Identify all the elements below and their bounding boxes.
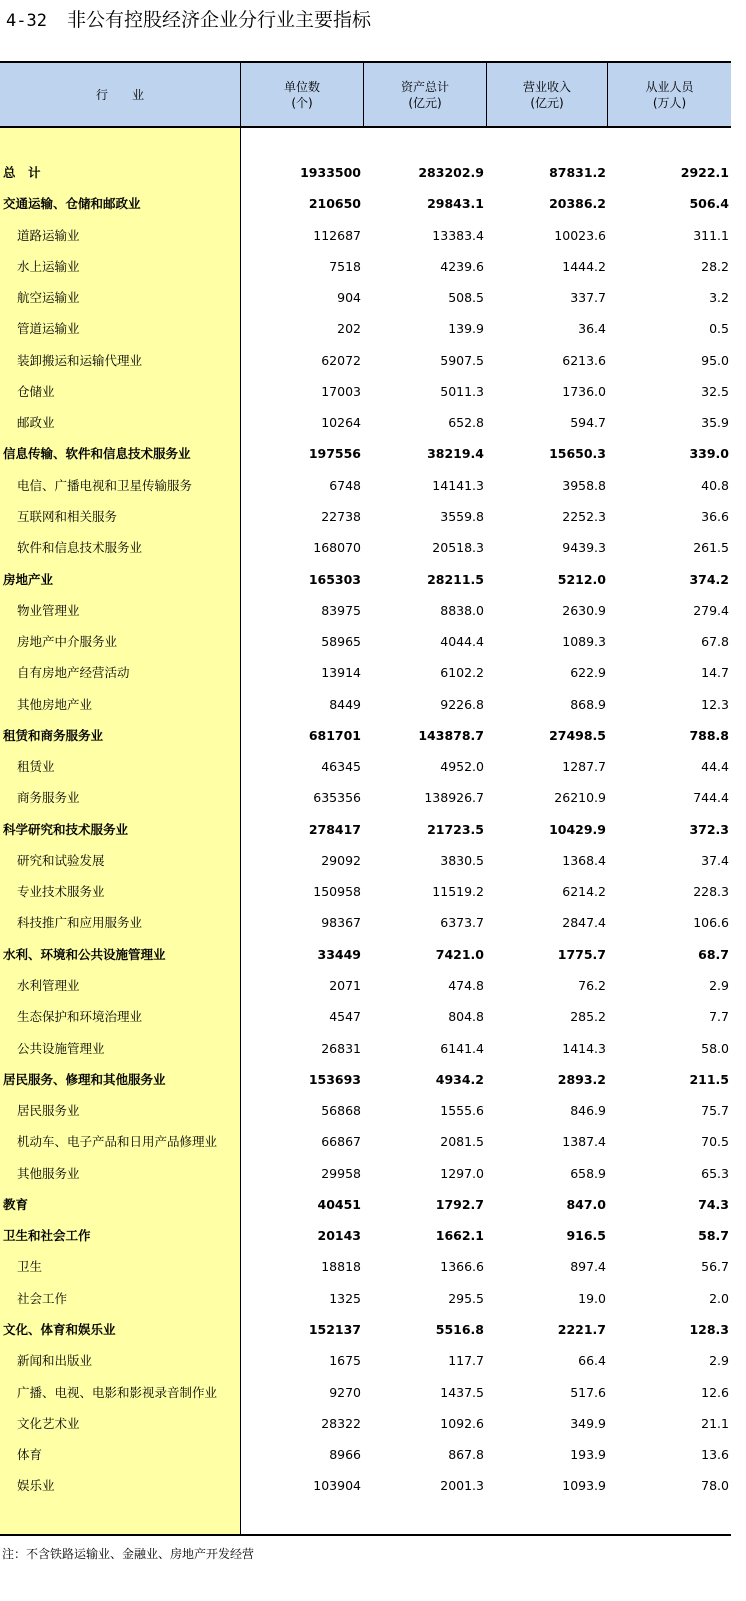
table-row	[0, 407, 731, 438]
cell-assets: 4952.0	[440, 759, 484, 775]
cell-revenue: 594.7	[570, 415, 606, 431]
cell-units: 98367	[321, 915, 361, 931]
table-row	[0, 532, 731, 563]
table-row	[0, 1439, 731, 1470]
cell-revenue: 87831.2	[549, 165, 606, 180]
cell-units: 33449	[317, 946, 361, 962]
table-row	[0, 1283, 731, 1314]
table-row	[0, 1033, 731, 1064]
industry-name: 房地产中介服务业	[17, 634, 118, 650]
cell-assets: 11519.2	[432, 884, 484, 900]
industry-name: 卫生	[17, 1259, 43, 1275]
cell-employees: 339.0	[689, 446, 729, 462]
cell-revenue: 285.2	[570, 1009, 606, 1025]
table-row	[0, 626, 731, 657]
header-revenue-unit: (亿元)	[530, 95, 564, 110]
cell-units: 8966	[329, 1447, 361, 1463]
cell-employees: 0.5	[709, 321, 729, 337]
cell-assets: 1366.6	[440, 1259, 484, 1275]
cell-employees: 78.0	[701, 1478, 729, 1494]
industry-name: 总 计	[3, 165, 41, 180]
cell-units: 278417	[308, 821, 361, 837]
cell-employees: 788.8	[689, 727, 729, 743]
header-industry-label: 行 业	[95, 87, 144, 102]
cell-revenue: 622.9	[570, 665, 606, 681]
cell-employees: 70.5	[701, 1134, 729, 1150]
cell-units: 28322	[321, 1415, 361, 1431]
cell-employees: 40.8	[701, 477, 729, 493]
industry-name: 教育	[3, 1196, 29, 1212]
cell-employees: 506.4	[689, 196, 729, 212]
cell-revenue: 15650.3	[549, 446, 606, 462]
table-row	[0, 470, 731, 501]
cell-assets: 2001.3	[440, 1478, 484, 1494]
column-divider	[486, 61, 487, 126]
cell-units: 46345	[321, 759, 361, 775]
cell-units: 165303	[308, 571, 361, 587]
cell-revenue: 337.7	[570, 290, 606, 306]
industry-name: 娱乐业	[17, 1478, 55, 1494]
cell-employees: 311.1	[693, 227, 729, 243]
cell-revenue: 10023.6	[554, 227, 606, 243]
table-row	[0, 1251, 731, 1282]
cell-units: 29958	[321, 1165, 361, 1181]
table-row	[0, 1220, 731, 1251]
cell-assets: 9226.8	[440, 696, 484, 712]
cell-employees: 68.7	[698, 946, 729, 962]
cell-revenue: 1368.4	[562, 852, 606, 868]
cell-assets: 20518.3	[432, 540, 484, 556]
cell-units: 10264	[321, 415, 361, 431]
cell-units: 681701	[308, 727, 361, 743]
industry-name: 邮政业	[17, 415, 55, 431]
cell-units: 2071	[329, 978, 361, 994]
cell-revenue: 1736.0	[562, 383, 606, 399]
cell-revenue: 897.4	[570, 1259, 606, 1275]
cell-assets: 1297.0	[440, 1165, 484, 1181]
cell-assets: 2081.5	[440, 1134, 484, 1150]
cell-assets: 7421.0	[435, 946, 484, 962]
table-row	[0, 251, 731, 282]
table-row	[0, 1314, 731, 1345]
cell-employees: 44.4	[701, 759, 729, 775]
cell-employees: 12.3	[701, 696, 729, 712]
cell-assets: 1437.5	[440, 1384, 484, 1400]
header-employees	[608, 63, 731, 126]
cell-employees: 228.3	[693, 884, 729, 900]
cell-assets: 14141.3	[432, 477, 484, 493]
cell-assets: 508.5	[448, 290, 484, 306]
cell-employees: 2.9	[709, 978, 729, 994]
cell-units: 197556	[308, 446, 361, 462]
table-row	[0, 1345, 731, 1376]
cell-employees: 2922.1	[680, 165, 729, 180]
cell-assets: 3559.8	[440, 508, 484, 524]
cell-assets: 139.9	[448, 321, 484, 337]
table-row	[0, 720, 731, 751]
cell-revenue: 76.2	[578, 978, 606, 994]
cell-units: 29092	[321, 852, 361, 868]
header-revenue	[487, 63, 607, 126]
cell-revenue: 2221.7	[557, 1321, 606, 1337]
cell-employees: 744.4	[693, 790, 729, 806]
cell-revenue: 19.0	[578, 1290, 606, 1306]
cell-employees: 372.3	[689, 821, 729, 837]
table-row	[0, 1189, 731, 1220]
industry-name: 居民服务、修理和其他服务业	[3, 1071, 166, 1087]
table-row	[0, 282, 731, 313]
cell-assets: 143878.7	[418, 727, 484, 743]
cell-revenue: 1414.3	[562, 1040, 606, 1056]
cell-assets: 1555.6	[440, 1103, 484, 1119]
cell-units: 635356	[313, 790, 361, 806]
cell-assets: 6102.2	[440, 665, 484, 681]
header-units-unit: (个)	[291, 95, 313, 110]
cell-revenue: 26210.9	[554, 790, 606, 806]
column-divider	[363, 61, 364, 126]
table-row	[0, 188, 731, 219]
cell-assets: 5907.5	[440, 352, 484, 368]
table-header	[0, 61, 731, 128]
cell-units: 153693	[308, 1071, 361, 1087]
table-row	[0, 970, 731, 1001]
cell-units: 1325	[329, 1290, 361, 1306]
table-row	[0, 564, 731, 595]
cell-revenue: 846.9	[570, 1103, 606, 1119]
industry-name: 研究和试验发展	[17, 852, 105, 868]
cell-revenue: 36.4	[578, 321, 606, 337]
cell-employees: 32.5	[701, 383, 729, 399]
cell-assets: 6373.7	[440, 915, 484, 931]
header-assets	[364, 63, 486, 126]
industry-name: 科技推广和应用服务业	[17, 915, 143, 931]
column-divider	[240, 61, 241, 126]
cell-units: 202	[337, 321, 361, 337]
cell-revenue: 1089.3	[562, 634, 606, 650]
cell-employees: 279.4	[693, 602, 729, 618]
cell-units: 7518	[329, 258, 361, 274]
cell-assets: 5516.8	[435, 1321, 484, 1337]
cell-employees: 7.7	[709, 1009, 729, 1025]
cell-assets: 867.8	[448, 1447, 484, 1463]
cell-employees: 128.3	[689, 1321, 729, 1337]
cell-employees: 35.9	[701, 415, 729, 431]
cell-revenue: 2630.9	[562, 602, 606, 618]
cell-revenue: 1093.9	[562, 1478, 606, 1494]
cell-revenue: 5212.0	[557, 571, 606, 587]
header-revenue-label: 营业收入	[522, 79, 571, 94]
industry-name: 互联网和相关服务	[17, 508, 118, 524]
industry-name: 自有房地产经营活动	[17, 665, 130, 681]
cell-assets: 29843.1	[427, 196, 484, 212]
cell-employees: 21.1	[701, 1415, 729, 1431]
cell-units: 152137	[308, 1321, 361, 1337]
cell-assets: 21723.5	[427, 821, 484, 837]
industry-name: 租赁业	[17, 759, 55, 775]
table-row	[0, 657, 731, 688]
cell-employees: 14.7	[701, 665, 729, 681]
industry-name: 航空运输业	[17, 290, 80, 306]
table-row	[0, 1095, 731, 1126]
cell-units: 66867	[321, 1134, 361, 1150]
table-row	[0, 939, 731, 970]
cell-revenue: 66.4	[578, 1353, 606, 1369]
table-number: 4-32	[6, 11, 47, 31]
table-row	[0, 1001, 731, 1032]
cell-revenue: 1775.7	[557, 946, 606, 962]
industry-name: 水利管理业	[17, 978, 80, 994]
cell-assets: 804.8	[448, 1009, 484, 1025]
cell-revenue: 658.9	[570, 1165, 606, 1181]
cell-revenue: 20386.2	[549, 196, 606, 212]
cell-units: 20143	[317, 1228, 361, 1244]
cell-units: 150958	[313, 884, 361, 900]
cell-revenue: 868.9	[570, 696, 606, 712]
cell-assets: 138926.7	[424, 790, 484, 806]
industry-name: 水上运输业	[17, 258, 80, 274]
cell-revenue: 10429.9	[549, 821, 606, 837]
industry-name: 生态保护和环境治理业	[17, 1009, 143, 1025]
table-footnote: 注：不含铁路运输业、金融业、房地产开发经营	[2, 1547, 255, 1561]
cell-units: 58965	[321, 634, 361, 650]
cell-revenue: 193.9	[570, 1447, 606, 1463]
page-title	[6, 5, 371, 35]
industry-name: 公共设施管理业	[17, 1040, 105, 1056]
cell-units: 26831	[321, 1040, 361, 1056]
cell-revenue: 27498.5	[549, 727, 606, 743]
table-row	[0, 1064, 731, 1095]
cell-units: 18818	[321, 1259, 361, 1275]
cell-revenue: 517.6	[570, 1384, 606, 1400]
cell-employees: 2.0	[709, 1290, 729, 1306]
cell-units: 40451	[317, 1196, 361, 1212]
industry-name: 信息传输、软件和信息技术服务业	[3, 446, 191, 462]
table-row	[0, 438, 731, 469]
table-row	[0, 845, 731, 876]
industry-name: 居民服务业	[17, 1103, 80, 1119]
cell-employees: 106.6	[693, 915, 729, 931]
cell-assets: 8838.0	[440, 602, 484, 618]
cell-units: 8449	[329, 696, 361, 712]
cell-employees: 13.6	[701, 1447, 729, 1463]
cell-units: 4547	[329, 1009, 361, 1025]
cell-units: 9270	[329, 1384, 361, 1400]
cell-units: 13914	[321, 665, 361, 681]
industry-name: 装卸搬运和运输代理业	[17, 352, 143, 368]
cell-assets: 652.8	[448, 415, 484, 431]
industry-name: 社会工作	[17, 1290, 68, 1306]
cell-revenue: 916.5	[566, 1228, 606, 1244]
industry-name: 交通运输、仓储和邮政业	[3, 196, 141, 212]
industry-name: 道路运输业	[17, 227, 80, 243]
cell-units: 103904	[313, 1478, 361, 1494]
cell-assets: 13383.4	[432, 227, 484, 243]
cell-units: 904	[337, 290, 361, 306]
industry-name: 管道运输业	[17, 321, 80, 337]
cell-assets: 38219.4	[427, 446, 484, 462]
industry-name: 专业技术服务业	[17, 884, 105, 900]
header-employees-unit: (万人)	[652, 95, 687, 110]
industry-name: 水利、环境和公共设施管理业	[3, 946, 166, 962]
cell-assets: 474.8	[448, 978, 484, 994]
cell-assets: 6141.4	[440, 1040, 484, 1056]
cell-employees: 261.5	[693, 540, 729, 556]
cell-assets: 283202.9	[418, 165, 484, 180]
cell-units: 62072	[321, 352, 361, 368]
industry-name: 房地产业	[3, 571, 54, 587]
table-row	[0, 751, 731, 782]
cell-assets: 28211.5	[427, 571, 484, 587]
cell-units: 6748	[329, 477, 361, 493]
table-row	[0, 595, 731, 626]
industry-name: 商务服务业	[17, 790, 80, 806]
table-row	[0, 907, 731, 938]
cell-revenue: 9439.3	[562, 540, 606, 556]
cell-employees: 67.8	[701, 634, 729, 650]
table-row	[0, 220, 731, 251]
industry-name: 文化艺术业	[17, 1415, 80, 1431]
header-assets-unit: (亿元)	[408, 95, 442, 110]
industry-name: 机动车、电子产品和日用产品修理业	[17, 1134, 218, 1150]
cell-assets: 1792.7	[435, 1196, 484, 1212]
table-row	[0, 157, 731, 188]
cell-revenue: 1444.2	[562, 258, 606, 274]
table-row	[0, 689, 731, 720]
industry-name: 物业管理业	[17, 602, 80, 618]
cell-assets: 295.5	[448, 1290, 484, 1306]
cell-revenue: 1287.7	[562, 759, 606, 775]
industry-name: 其他房地产业	[17, 696, 93, 712]
cell-revenue: 1387.4	[562, 1134, 606, 1150]
cell-assets: 4239.6	[440, 258, 484, 274]
table-row	[0, 1408, 731, 1439]
cell-employees: 65.3	[701, 1165, 729, 1181]
cell-units: 168070	[313, 540, 361, 556]
cell-employees: 3.2	[709, 290, 729, 306]
cell-employees: 74.3	[698, 1196, 729, 1212]
cell-assets: 5011.3	[440, 383, 484, 399]
industry-name: 科学研究和技术服务业	[3, 821, 129, 837]
cell-units: 1675	[329, 1353, 361, 1369]
cell-units: 1933500	[300, 165, 361, 180]
cell-assets: 3830.5	[440, 852, 484, 868]
industry-name: 新闻和出版业	[17, 1353, 93, 1369]
cell-revenue: 3958.8	[562, 477, 606, 493]
table-row	[0, 501, 731, 532]
header-units-label: 单位数	[283, 79, 320, 94]
cell-assets: 117.7	[448, 1353, 484, 1369]
cell-employees: 374.2	[689, 571, 729, 587]
cell-units: 56868	[321, 1103, 361, 1119]
cell-employees: 75.7	[701, 1103, 729, 1119]
cell-revenue: 847.0	[566, 1196, 606, 1212]
cell-employees: 37.4	[701, 852, 729, 868]
table-row	[0, 814, 731, 845]
cell-employees: 12.6	[701, 1384, 729, 1400]
cell-assets: 4934.2	[435, 1071, 484, 1087]
header-units	[241, 63, 363, 126]
table-row	[0, 345, 731, 376]
table-row	[0, 876, 731, 907]
industry-name: 电信、广播电视和卫星传输服务	[17, 477, 193, 493]
cell-employees: 58.0	[701, 1040, 729, 1056]
cell-revenue: 349.9	[570, 1415, 606, 1431]
cell-employees: 36.6	[701, 508, 729, 524]
cell-assets: 4044.4	[440, 634, 484, 650]
cell-employees: 58.7	[698, 1228, 729, 1244]
cell-revenue: 2252.3	[562, 508, 606, 524]
header-employees-label: 从业人员	[645, 79, 694, 94]
cell-revenue: 6213.6	[562, 352, 606, 368]
table-row	[0, 1126, 731, 1157]
table-title: 非公有控股经济企业分行业主要指标	[66, 9, 371, 31]
table-row	[0, 1158, 731, 1189]
column-divider	[607, 61, 608, 126]
industry-name: 文化、体育和娱乐业	[3, 1321, 116, 1337]
cell-employees: 2.9	[709, 1353, 729, 1369]
table-row	[0, 1470, 731, 1501]
industry-name: 其他服务业	[17, 1165, 80, 1181]
industry-name: 体育	[17, 1447, 43, 1463]
cell-employees: 211.5	[689, 1071, 729, 1087]
cell-assets: 1092.6	[440, 1415, 484, 1431]
table-row	[0, 1377, 731, 1408]
cell-employees: 56.7	[701, 1259, 729, 1275]
cell-revenue: 6214.2	[562, 884, 606, 900]
table-row	[0, 376, 731, 407]
industry-name: 租赁和商务服务业	[3, 727, 104, 743]
cell-revenue: 2847.4	[562, 915, 606, 931]
header-assets-label: 资产总计	[400, 79, 449, 94]
cell-units: 112687	[313, 227, 361, 243]
cell-units: 210650	[308, 196, 361, 212]
cell-employees: 95.0	[701, 352, 729, 368]
cell-units: 22738	[321, 508, 361, 524]
table-row	[0, 313, 731, 344]
table-row	[0, 782, 731, 813]
industry-name: 卫生和社会工作	[3, 1228, 91, 1244]
cell-units: 17003	[321, 383, 361, 399]
cell-assets: 1662.1	[435, 1228, 484, 1244]
header-industry	[0, 63, 240, 126]
industry-name: 广播、电视、电影和影视录音制作业	[17, 1384, 218, 1400]
cell-employees: 28.2	[701, 258, 729, 274]
industry-name: 仓储业	[17, 383, 55, 399]
cell-units: 83975	[321, 602, 361, 618]
table-bottom-rule	[0, 1534, 731, 1536]
cell-revenue: 2893.2	[557, 1071, 606, 1087]
industry-name: 软件和信息技术服务业	[17, 540, 143, 556]
